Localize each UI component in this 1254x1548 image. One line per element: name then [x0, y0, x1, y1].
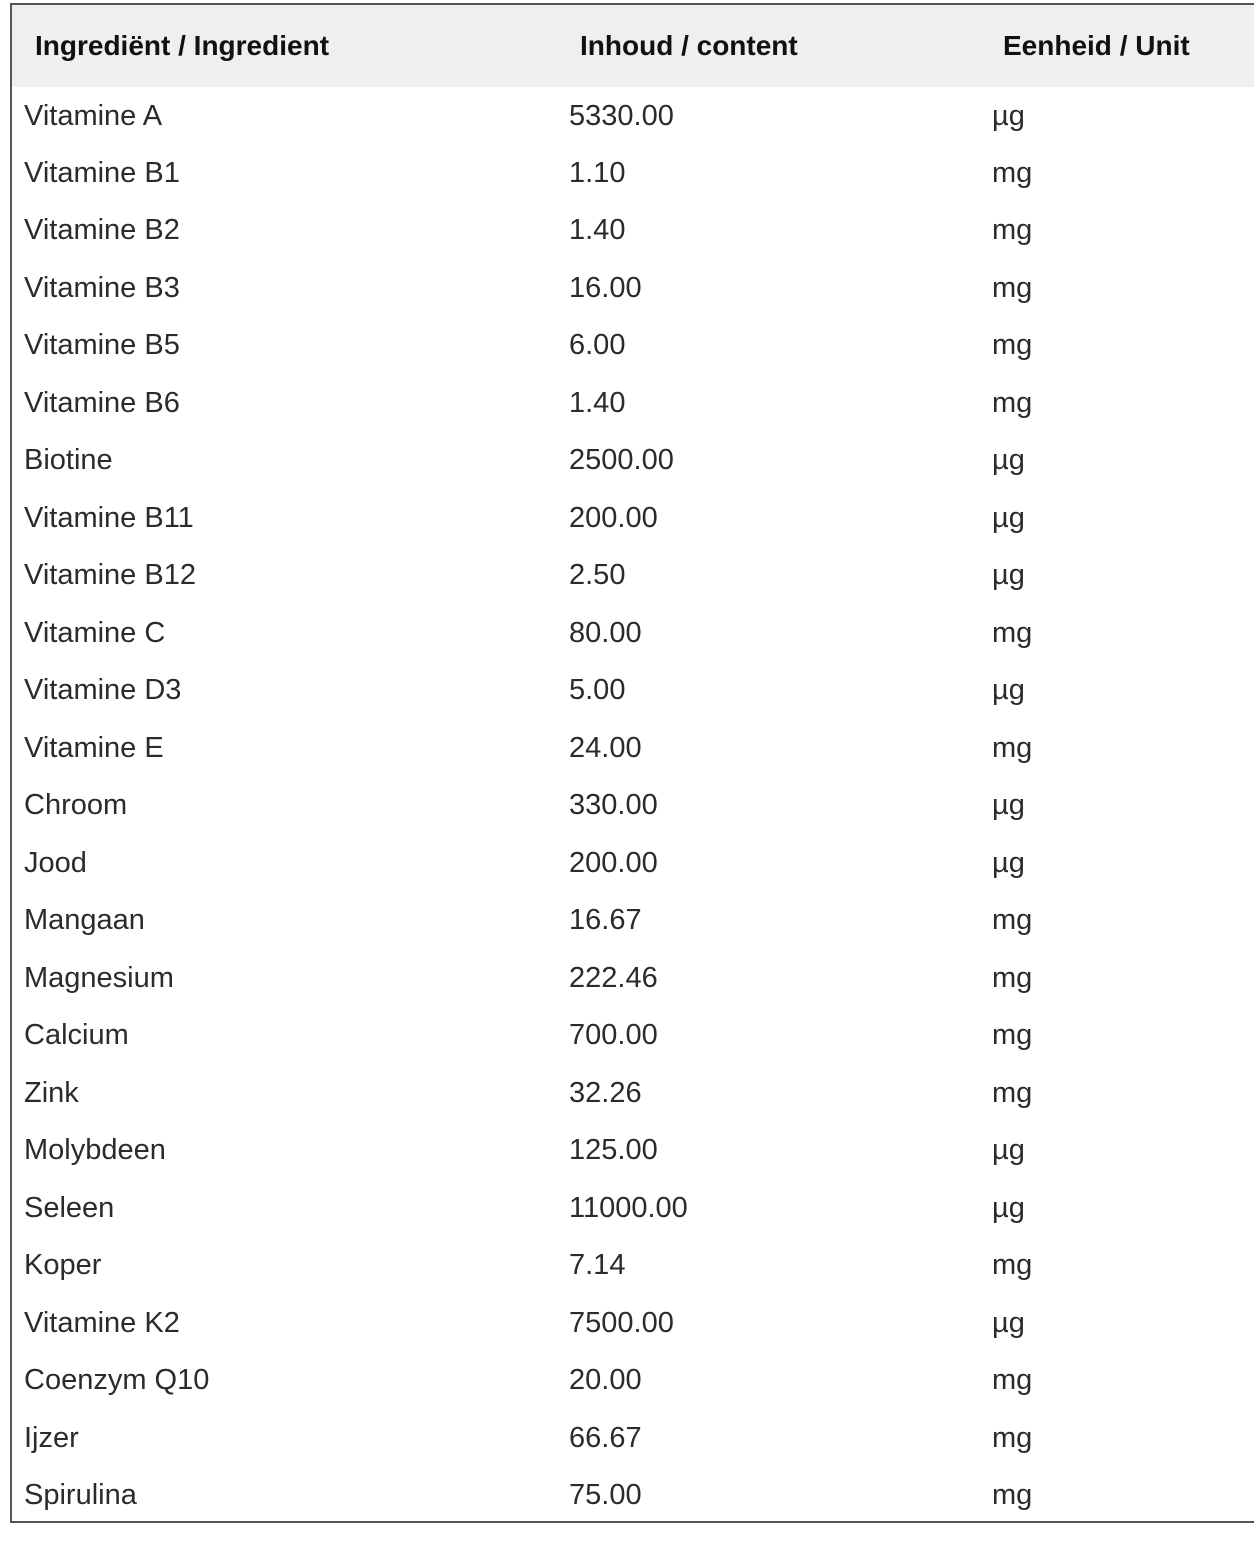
content-cell: 16.00 [569, 271, 642, 304]
content-cell: 7.14 [569, 1249, 626, 1282]
unit-cell: mg [992, 1364, 1033, 1397]
unit-cell: mg [992, 214, 1033, 247]
content-cell: 24.00 [569, 731, 642, 764]
table-row [12, 777, 1254, 835]
ingredient-cell: Mangaan [24, 904, 145, 937]
ingredient-cell: Vitamine B6 [24, 386, 180, 419]
ingredient-cell: Ijzer [24, 1421, 79, 1454]
ingredient-cell: Spirulina [24, 1479, 137, 1512]
unit-cell: µg [992, 674, 1025, 707]
content-cell: 700.00 [569, 1019, 658, 1052]
ingredient-cell: Vitamine B11 [24, 501, 194, 534]
ingredient-cell: Vitamine C [24, 616, 166, 649]
table-row [12, 1065, 1254, 1123]
table-row [12, 375, 1254, 433]
ingredient-cell: Coenzym Q10 [24, 1364, 210, 1397]
table-row [12, 1295, 1254, 1353]
content-cell: 66.67 [569, 1421, 642, 1454]
content-cell: 200.00 [569, 846, 658, 879]
content-cell: 5.00 [569, 674, 626, 707]
content-cell: 80.00 [569, 616, 642, 649]
content-cell: 16.67 [569, 904, 642, 937]
content-cell: 200.00 [569, 501, 658, 534]
ingredient-cell: Seleen [24, 1191, 115, 1224]
ingredient-cell: Vitamine A [24, 100, 163, 133]
ingredient-cell: Vitamine E [24, 731, 164, 764]
ingredient-cell: Zink [24, 1076, 79, 1109]
ingredient-cell: Vitamine B3 [24, 271, 180, 304]
unit-cell: mg [992, 616, 1033, 649]
content-cell: 11000.00 [569, 1191, 688, 1224]
table-row [12, 317, 1254, 375]
table-row [12, 892, 1254, 950]
table-row [12, 605, 1254, 663]
unit-cell: µg [992, 1191, 1025, 1224]
table-row [12, 202, 1254, 260]
unit-cell: mg [992, 156, 1033, 189]
table-row [12, 260, 1254, 318]
unit-cell: mg [992, 271, 1033, 304]
table-body [12, 87, 1254, 1525]
ingredient-cell: Magnesium [24, 961, 174, 994]
content-cell: 2.50 [569, 559, 626, 592]
unit-cell: mg [992, 386, 1033, 419]
content-cell: 1.10 [569, 156, 626, 189]
ingredient-cell: Vitamine B5 [24, 329, 180, 362]
table-row [12, 490, 1254, 548]
unit-cell: mg [992, 1076, 1033, 1109]
table-row [12, 87, 1254, 145]
ingredient-cell: Calcium [24, 1019, 129, 1052]
table-row [12, 1007, 1254, 1065]
table-header-row [12, 5, 1254, 87]
ingredient-cell: Vitamine B1 [24, 156, 180, 189]
content-cell: 5330.00 [569, 100, 674, 133]
unit-cell: mg [992, 961, 1033, 994]
unit-cell: mg [992, 904, 1033, 937]
unit-cell: µg [992, 1134, 1025, 1167]
unit-cell: µg [992, 1306, 1025, 1339]
content-cell: 1.40 [569, 386, 626, 419]
ingredient-table-frame [10, 3, 1254, 1523]
unit-cell: µg [992, 444, 1025, 477]
header-unit: Eenheid / Unit [1003, 30, 1190, 61]
unit-cell: mg [992, 1249, 1033, 1282]
ingredient-cell: Jood [24, 846, 87, 879]
ingredient-cell: Vitamine B12 [24, 559, 196, 592]
unit-cell: mg [992, 731, 1033, 764]
content-cell: 1.40 [569, 214, 626, 247]
ingredient-cell: Biotine [24, 444, 113, 477]
ingredient-cell: Molybdeen [24, 1134, 166, 1167]
table-row [12, 145, 1254, 203]
table-row [12, 1352, 1254, 1410]
unit-cell: mg [992, 1421, 1033, 1454]
table-row [12, 1467, 1254, 1525]
unit-cell: mg [992, 1479, 1033, 1512]
ingredient-cell: Koper [24, 1249, 102, 1282]
table-row [12, 1237, 1254, 1295]
table-row [12, 950, 1254, 1008]
table-row [12, 835, 1254, 893]
unit-cell: µg [992, 100, 1025, 133]
content-cell: 2500.00 [569, 444, 674, 477]
ingredient-cell: Chroom [24, 789, 128, 822]
unit-cell: mg [992, 1019, 1033, 1052]
content-cell: 222.46 [569, 961, 658, 994]
content-cell: 20.00 [569, 1364, 642, 1397]
table-row [12, 720, 1254, 778]
content-cell: 75.00 [569, 1479, 642, 1512]
ingredient-table [12, 5, 1254, 1525]
content-cell: 6.00 [569, 329, 626, 362]
ingredient-cell: Vitamine B2 [24, 214, 180, 247]
table-row [12, 547, 1254, 605]
content-cell: 32.26 [569, 1076, 642, 1109]
table-row [12, 1410, 1254, 1468]
unit-cell: µg [992, 846, 1025, 879]
content-cell: 125.00 [569, 1134, 658, 1167]
header-content: Inhoud / content [580, 30, 798, 61]
content-cell: 330.00 [569, 789, 658, 822]
unit-cell: µg [992, 559, 1025, 592]
unit-cell: µg [992, 789, 1025, 822]
unit-cell: mg [992, 329, 1033, 362]
table-row [12, 662, 1254, 720]
unit-cell: µg [992, 501, 1025, 534]
ingredient-cell: Vitamine K2 [24, 1306, 180, 1339]
header-ingredient: Ingrediënt / Ingredient [35, 30, 330, 61]
content-cell: 7500.00 [569, 1306, 674, 1339]
table-row [12, 1180, 1254, 1238]
table-row [12, 432, 1254, 490]
table-row [12, 1122, 1254, 1180]
ingredient-cell: Vitamine D3 [24, 674, 182, 707]
